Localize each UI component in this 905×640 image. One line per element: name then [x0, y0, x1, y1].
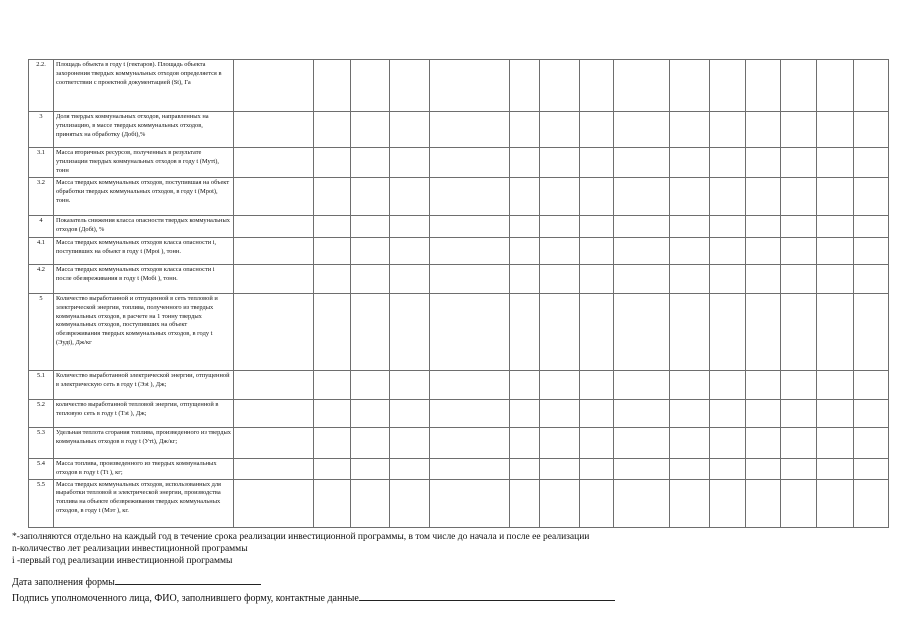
indicator-description: Масса вторичных ресурсов, полученных в результате утилизации твердых коммунальных отходов в году t (Мутt), тонн [54, 148, 234, 178]
value-cell[interactable] [234, 399, 314, 427]
row-number: 3 [29, 112, 54, 148]
value-cell[interactable] [746, 148, 781, 178]
value-cell[interactable] [390, 148, 430, 178]
value-cell[interactable] [580, 215, 614, 237]
value-cell[interactable] [540, 399, 580, 427]
value-cell[interactable] [540, 458, 580, 479]
indicator-description: Показатель снижения класса опасности твердых коммунальных отходов (Добt), % [54, 215, 234, 237]
value-cell[interactable] [854, 399, 889, 427]
value-cell[interactable] [854, 177, 889, 215]
value-cell[interactable] [781, 177, 817, 215]
value-cell[interactable] [430, 60, 510, 112]
value-cell[interactable] [746, 479, 781, 527]
table-row [29, 112, 889, 148]
value-cell[interactable] [670, 60, 710, 112]
value-cell[interactable] [614, 399, 670, 427]
indicator-description: Масса топлива, произведенного из твердых коммунальных отходов в году t (Тt ), кг; [54, 458, 234, 479]
table-row [29, 177, 889, 215]
indicator-description: Количество выработанной и отпущенной в сеть тепловой и электрической энергии, топлива, полученного из твердых коммунальных отходов, в расчете на 1 тонну твердых коммунальных отходов, поступивших на объект обезвреживания твердых коммунальных отходов, в году t (Эудt), Дж/кг [54, 293, 234, 370]
value-cell[interactable] [234, 370, 314, 399]
value-cell[interactable] [580, 60, 614, 112]
value-cell[interactable] [314, 148, 351, 178]
value-cell[interactable] [781, 370, 817, 399]
table-row [29, 215, 889, 237]
value-cell[interactable] [580, 458, 614, 479]
value-cell[interactable] [817, 237, 854, 264]
table-row [29, 370, 889, 399]
value-cell[interactable] [670, 112, 710, 148]
value-cell[interactable] [670, 148, 710, 178]
table-row [29, 264, 889, 293]
value-cell[interactable] [746, 293, 781, 370]
value-cell[interactable] [580, 427, 614, 458]
value-cell[interactable] [430, 112, 510, 148]
value-cell[interactable] [614, 237, 670, 264]
value-cell[interactable] [817, 215, 854, 237]
value-cell[interactable] [614, 458, 670, 479]
value-cell[interactable] [510, 177, 540, 215]
row-number: 5.4 [29, 458, 54, 479]
value-cell[interactable] [351, 264, 390, 293]
value-cell[interactable] [540, 479, 580, 527]
row-number: 2.2. [29, 60, 54, 112]
value-cell[interactable] [390, 458, 430, 479]
value-cell[interactable] [746, 215, 781, 237]
value-cell[interactable] [510, 215, 540, 237]
date-label: Дата заполнения формы [12, 577, 115, 588]
value-cell[interactable] [314, 177, 351, 215]
value-cell[interactable] [234, 60, 314, 112]
value-cell[interactable] [430, 479, 510, 527]
value-cell[interactable] [854, 264, 889, 293]
value-cell[interactable] [710, 479, 746, 527]
value-cell[interactable] [351, 370, 390, 399]
value-cell[interactable] [854, 112, 889, 148]
footnote-asterisk: *-заполняются отдельно на каждый год в течение срока реализации инвестиционной программы, в том числе до начала и после ее реализации [12, 532, 590, 542]
value-cell[interactable] [351, 215, 390, 237]
value-cell[interactable] [614, 370, 670, 399]
value-cell[interactable] [710, 399, 746, 427]
indicator-description: Доля твердых коммунальных отходов, направленных на утилизацию, в массе твердых коммунальных отходов, принятых на обработку (Добt),% [54, 112, 234, 148]
value-cell[interactable] [817, 427, 854, 458]
value-cell[interactable] [580, 293, 614, 370]
value-cell[interactable] [510, 293, 540, 370]
value-cell[interactable] [746, 370, 781, 399]
date-row [12, 575, 615, 591]
value-cell[interactable] [854, 148, 889, 178]
indicator-description: Площадь объекта в году t (гектаров). Площадь объекта захоронения твердых коммунальных отходов определяется в соответствии с проектной документацией (St), Га [54, 60, 234, 112]
value-cell[interactable] [510, 237, 540, 264]
value-cell[interactable] [817, 177, 854, 215]
value-cell[interactable] [390, 264, 430, 293]
value-cell[interactable] [314, 112, 351, 148]
value-cell[interactable] [710, 177, 746, 215]
value-cell[interactable] [314, 60, 351, 112]
table-row [29, 60, 889, 112]
indicator-description: Масса твердых коммунальных отходов класса опасности i, поступивших на объект в году t (Мроi ), тонн. [54, 237, 234, 264]
date-fill-line[interactable] [115, 575, 261, 585]
value-cell[interactable] [351, 293, 390, 370]
value-cell[interactable] [540, 60, 580, 112]
value-cell[interactable] [781, 479, 817, 527]
table-row [29, 237, 889, 264]
value-cell[interactable] [854, 458, 889, 479]
value-cell[interactable] [540, 370, 580, 399]
value-cell[interactable] [390, 479, 430, 527]
value-cell[interactable] [234, 264, 314, 293]
value-cell[interactable] [540, 293, 580, 370]
value-cell[interactable] [781, 264, 817, 293]
value-cell[interactable] [390, 399, 430, 427]
value-cell[interactable] [351, 479, 390, 527]
value-cell[interactable] [817, 112, 854, 148]
value-cell[interactable] [710, 60, 746, 112]
value-cell[interactable] [781, 112, 817, 148]
value-cell[interactable] [614, 177, 670, 215]
value-cell[interactable] [580, 148, 614, 178]
value-cell[interactable] [390, 237, 430, 264]
indicator-description: Масса твердых коммунальных отходов класса опасности i после обезвреживания в году t (Мобi ), тонн. [54, 264, 234, 293]
person-label: Подпись уполномоченного лица, ФИО, заполнившего форму, контактные данные [12, 592, 359, 604]
value-cell[interactable] [351, 148, 390, 178]
value-cell[interactable] [540, 148, 580, 178]
value-cell[interactable] [390, 177, 430, 215]
value-cell[interactable] [314, 370, 351, 399]
value-cell[interactable] [670, 177, 710, 215]
value-cell[interactable] [351, 237, 390, 264]
value-cell[interactable] [710, 237, 746, 264]
value-cell[interactable] [234, 237, 314, 264]
value-cell[interactable] [234, 293, 314, 370]
value-cell[interactable] [710, 293, 746, 370]
value-cell[interactable] [351, 399, 390, 427]
value-cell[interactable] [710, 112, 746, 148]
value-cell[interactable] [314, 427, 351, 458]
value-cell[interactable] [580, 237, 614, 264]
value-cell[interactable] [430, 427, 510, 458]
value-cell[interactable] [390, 112, 430, 148]
value-cell[interactable] [710, 148, 746, 178]
value-cell[interactable] [817, 479, 854, 527]
value-cell[interactable] [781, 427, 817, 458]
row-number: 5 [29, 293, 54, 370]
value-cell[interactable] [614, 60, 670, 112]
row-number: 5.5 [29, 479, 54, 527]
table-row [29, 148, 889, 178]
value-cell[interactable] [430, 148, 510, 178]
row-number: 5.1 [29, 370, 54, 399]
value-cell[interactable] [390, 370, 430, 399]
row-number: 3.1 [29, 148, 54, 178]
value-cell[interactable] [430, 370, 510, 399]
value-cell[interactable] [817, 264, 854, 293]
signature-block [12, 575, 615, 606]
footnote-i: i -первый год реализации инвестиционной программы [12, 556, 233, 567]
value-cell[interactable] [746, 427, 781, 458]
value-cell[interactable] [781, 148, 817, 178]
indicator-table [28, 59, 889, 528]
value-cell[interactable] [746, 237, 781, 264]
value-cell[interactable] [670, 215, 710, 237]
value-cell[interactable] [351, 60, 390, 112]
value-cell[interactable] [580, 399, 614, 427]
value-cell[interactable] [314, 264, 351, 293]
value-cell[interactable] [510, 148, 540, 178]
indicator-description: количество выработанной тепловой энергии, отпущенной в тепловую сеть в году t (Тэt ), Дж; [54, 399, 234, 427]
row-number: 4.1 [29, 237, 54, 264]
value-cell[interactable] [540, 427, 580, 458]
value-cell[interactable] [746, 264, 781, 293]
value-cell[interactable] [234, 479, 314, 527]
value-cell[interactable] [314, 237, 351, 264]
value-cell[interactable] [314, 479, 351, 527]
value-cell[interactable] [510, 370, 540, 399]
value-cell[interactable] [746, 399, 781, 427]
value-cell[interactable] [614, 427, 670, 458]
value-cell[interactable] [540, 237, 580, 264]
value-cell[interactable] [817, 293, 854, 370]
value-cell[interactable] [614, 148, 670, 178]
value-cell[interactable] [710, 458, 746, 479]
indicator-description: Масса твердых коммунальных отходов, поступившая на объект обработки твердых коммунальных отходов, в году t (Мрot), тонн. [54, 177, 234, 215]
value-cell[interactable] [614, 479, 670, 527]
row-number: 5.3 [29, 427, 54, 458]
value-cell[interactable] [817, 458, 854, 479]
value-cell[interactable] [854, 293, 889, 370]
value-cell[interactable] [234, 215, 314, 237]
value-cell[interactable] [390, 427, 430, 458]
value-cell[interactable] [390, 293, 430, 370]
value-cell[interactable] [510, 458, 540, 479]
value-cell[interactable] [351, 427, 390, 458]
value-cell[interactable] [670, 399, 710, 427]
value-cell[interactable] [351, 112, 390, 148]
value-cell[interactable] [234, 427, 314, 458]
table-row [29, 479, 889, 527]
value-cell[interactable] [580, 264, 614, 293]
value-cell[interactable] [614, 112, 670, 148]
value-cell[interactable] [854, 479, 889, 527]
value-cell[interactable] [781, 237, 817, 264]
value-cell[interactable] [746, 458, 781, 479]
value-cell[interactable] [430, 399, 510, 427]
value-cell[interactable] [580, 177, 614, 215]
value-cell[interactable] [854, 60, 889, 112]
value-cell[interactable] [781, 399, 817, 427]
value-cell[interactable] [510, 399, 540, 427]
table-row [29, 427, 889, 458]
value-cell[interactable] [510, 479, 540, 527]
value-cell[interactable] [314, 399, 351, 427]
value-cell[interactable] [781, 215, 817, 237]
value-cell[interactable] [817, 148, 854, 178]
row-number: 4.2 [29, 264, 54, 293]
table-row [29, 399, 889, 427]
value-cell[interactable] [430, 264, 510, 293]
indicator-description: Масса твердых коммунальных отходов, использованных для выработки тепловой и электрической энергии, производства топлива на объекте обезвреживания твердых коммунальных отходов, в году t (Мэт ), кг. [54, 479, 234, 527]
value-cell[interactable] [854, 215, 889, 237]
value-cell[interactable] [670, 264, 710, 293]
value-cell[interactable] [390, 215, 430, 237]
person-row [12, 591, 615, 607]
indicator-description: Количество выработанной электрической энергии, отпущенной в электрическую сеть в году t (Ээt ), Дж; [54, 370, 234, 399]
value-cell[interactable] [430, 293, 510, 370]
value-cell[interactable] [510, 60, 540, 112]
value-cell[interactable] [817, 370, 854, 399]
value-cell[interactable] [510, 427, 540, 458]
value-cell[interactable] [614, 215, 670, 237]
indicator-description: Удельная теплота сгорания топлива, произведенного из твердых коммунальных отходов в году t (Утt), Дж/кг; [54, 427, 234, 458]
value-cell[interactable] [510, 112, 540, 148]
value-cell[interactable] [614, 293, 670, 370]
value-cell[interactable] [234, 148, 314, 178]
row-number: 5.2 [29, 399, 54, 427]
value-cell[interactable] [710, 215, 746, 237]
value-cell[interactable] [670, 427, 710, 458]
value-cell[interactable] [580, 479, 614, 527]
value-cell[interactable] [854, 370, 889, 399]
value-cell[interactable] [710, 370, 746, 399]
value-cell[interactable] [580, 370, 614, 399]
person-fill-line[interactable] [359, 591, 615, 601]
value-cell[interactable] [614, 264, 670, 293]
value-cell[interactable] [540, 264, 580, 293]
value-cell[interactable] [854, 237, 889, 264]
footnotes [12, 531, 589, 568]
value-cell[interactable] [390, 60, 430, 112]
value-cell[interactable] [670, 293, 710, 370]
value-cell[interactable] [430, 177, 510, 215]
value-cell[interactable] [710, 427, 746, 458]
value-cell[interactable] [670, 458, 710, 479]
value-cell[interactable] [670, 237, 710, 264]
value-cell[interactable] [430, 458, 510, 479]
value-cell[interactable] [234, 112, 314, 148]
value-cell[interactable] [510, 264, 540, 293]
value-cell[interactable] [746, 112, 781, 148]
value-cell[interactable] [430, 237, 510, 264]
row-number: 4 [29, 215, 54, 237]
value-cell[interactable] [854, 427, 889, 458]
value-cell[interactable] [746, 60, 781, 112]
value-cell[interactable] [314, 293, 351, 370]
value-cell[interactable] [781, 60, 817, 112]
value-cell[interactable] [817, 60, 854, 112]
value-cell[interactable] [351, 458, 390, 479]
value-cell[interactable] [314, 458, 351, 479]
value-cell[interactable] [540, 215, 580, 237]
value-cell[interactable] [710, 264, 746, 293]
value-cell[interactable] [351, 177, 390, 215]
value-cell[interactable] [314, 215, 351, 237]
value-cell[interactable] [234, 458, 314, 479]
value-cell[interactable] [430, 215, 510, 237]
value-cell[interactable] [234, 177, 314, 215]
table-row [29, 293, 889, 370]
value-cell[interactable] [817, 399, 854, 427]
value-cell[interactable] [670, 370, 710, 399]
value-cell[interactable] [540, 177, 580, 215]
value-cell[interactable] [781, 293, 817, 370]
table-row [29, 458, 889, 479]
footnote-n: n-количество лет реализации инвестиционной программы [12, 544, 248, 555]
value-cell[interactable] [580, 112, 614, 148]
value-cell[interactable] [670, 479, 710, 527]
value-cell[interactable] [746, 177, 781, 215]
value-cell[interactable] [781, 458, 817, 479]
row-number: 3.2 [29, 177, 54, 215]
value-cell[interactable] [540, 112, 580, 148]
